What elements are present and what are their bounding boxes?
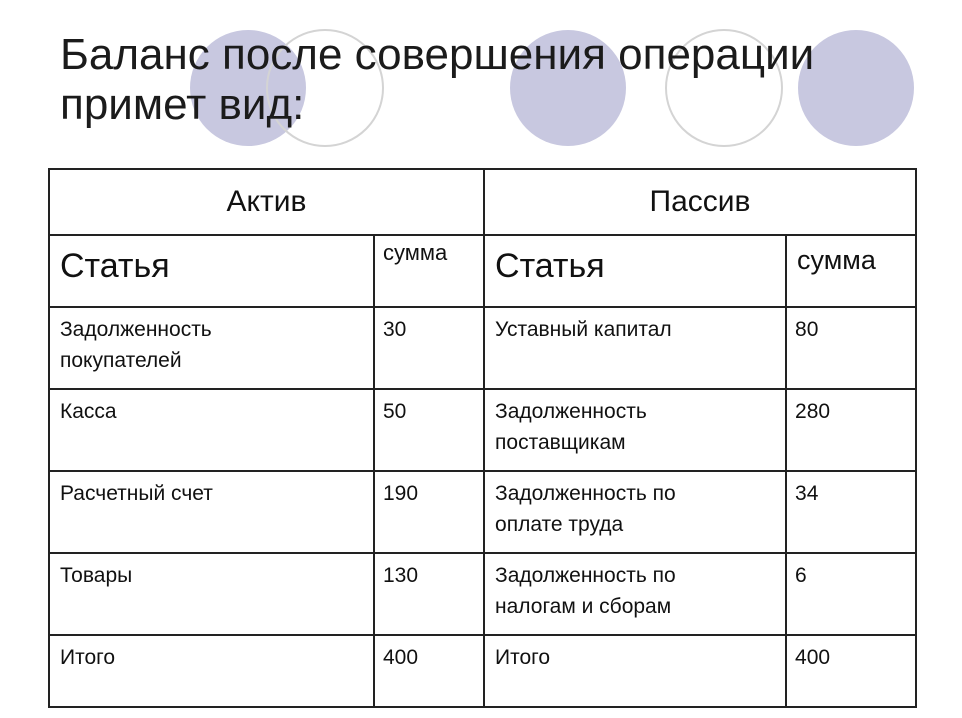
liability-item-label: оплате труда bbox=[495, 513, 624, 536]
liability-item-cell bbox=[484, 389, 786, 471]
liability-item-cell bbox=[484, 635, 786, 707]
liability-item-cell bbox=[484, 471, 786, 553]
liability-item-label: налогам и сборам bbox=[495, 595, 672, 618]
asset-sum-cell: 190 bbox=[374, 471, 484, 553]
liability-item-cell bbox=[484, 553, 786, 635]
liabilities-header: Пассив bbox=[484, 169, 916, 235]
table-row bbox=[49, 553, 916, 635]
assets-sum-header: сумма bbox=[374, 235, 484, 307]
liability-item-label: Уставный капитал bbox=[495, 318, 672, 341]
table-row bbox=[49, 307, 916, 389]
liability-item-label: Итого bbox=[495, 646, 551, 669]
liability-sum-cell: 6 bbox=[786, 553, 916, 635]
asset-item-label: Расчетный счет bbox=[60, 482, 213, 505]
slide-title-line1: Баланс после совершения операции bbox=[60, 30, 815, 79]
liabilities-sum-header: сумма bbox=[786, 235, 916, 307]
liability-item-label: Задолженность по bbox=[495, 564, 676, 587]
asset-item-cell bbox=[49, 471, 374, 553]
table-row bbox=[49, 389, 916, 471]
liability-sum-cell: 280 bbox=[786, 389, 916, 471]
asset-item-label: покупателей bbox=[60, 349, 182, 372]
asset-item-label: Задолженность bbox=[60, 318, 212, 341]
asset-item-cell bbox=[49, 553, 374, 635]
balance-body bbox=[49, 307, 916, 707]
asset-sum-cell: 50 bbox=[374, 389, 484, 471]
liability-sum-cell: 80 bbox=[786, 307, 916, 389]
assets-header: Актив bbox=[49, 169, 484, 235]
assets-item-header: Статья bbox=[49, 235, 374, 307]
slide-title bbox=[60, 30, 900, 130]
table-row bbox=[49, 471, 916, 553]
asset-item-cell bbox=[49, 635, 374, 707]
balance-table bbox=[48, 168, 917, 708]
table-row bbox=[49, 635, 916, 707]
slide-title-line2: примет вид: bbox=[60, 80, 305, 129]
asset-sum-cell: 400 bbox=[374, 635, 484, 707]
liability-sum-cell: 34 bbox=[786, 471, 916, 553]
asset-sum-cell: 30 bbox=[374, 307, 484, 389]
liabilities-item-header: Статья bbox=[484, 235, 786, 307]
liability-item-cell bbox=[484, 307, 786, 389]
liability-item-label: Задолженность bbox=[495, 400, 647, 423]
asset-item-cell bbox=[49, 307, 374, 389]
liability-item-label: Задолженность по bbox=[495, 482, 676, 505]
asset-item-cell bbox=[49, 389, 374, 471]
asset-item-label: Товары bbox=[60, 564, 133, 587]
liability-item-label: поставщикам bbox=[495, 431, 626, 454]
asset-item-label: Касса bbox=[60, 400, 117, 423]
asset-sum-cell: 130 bbox=[374, 553, 484, 635]
asset-item-label: Итого bbox=[60, 646, 116, 669]
liability-sum-cell: 400 bbox=[786, 635, 916, 707]
